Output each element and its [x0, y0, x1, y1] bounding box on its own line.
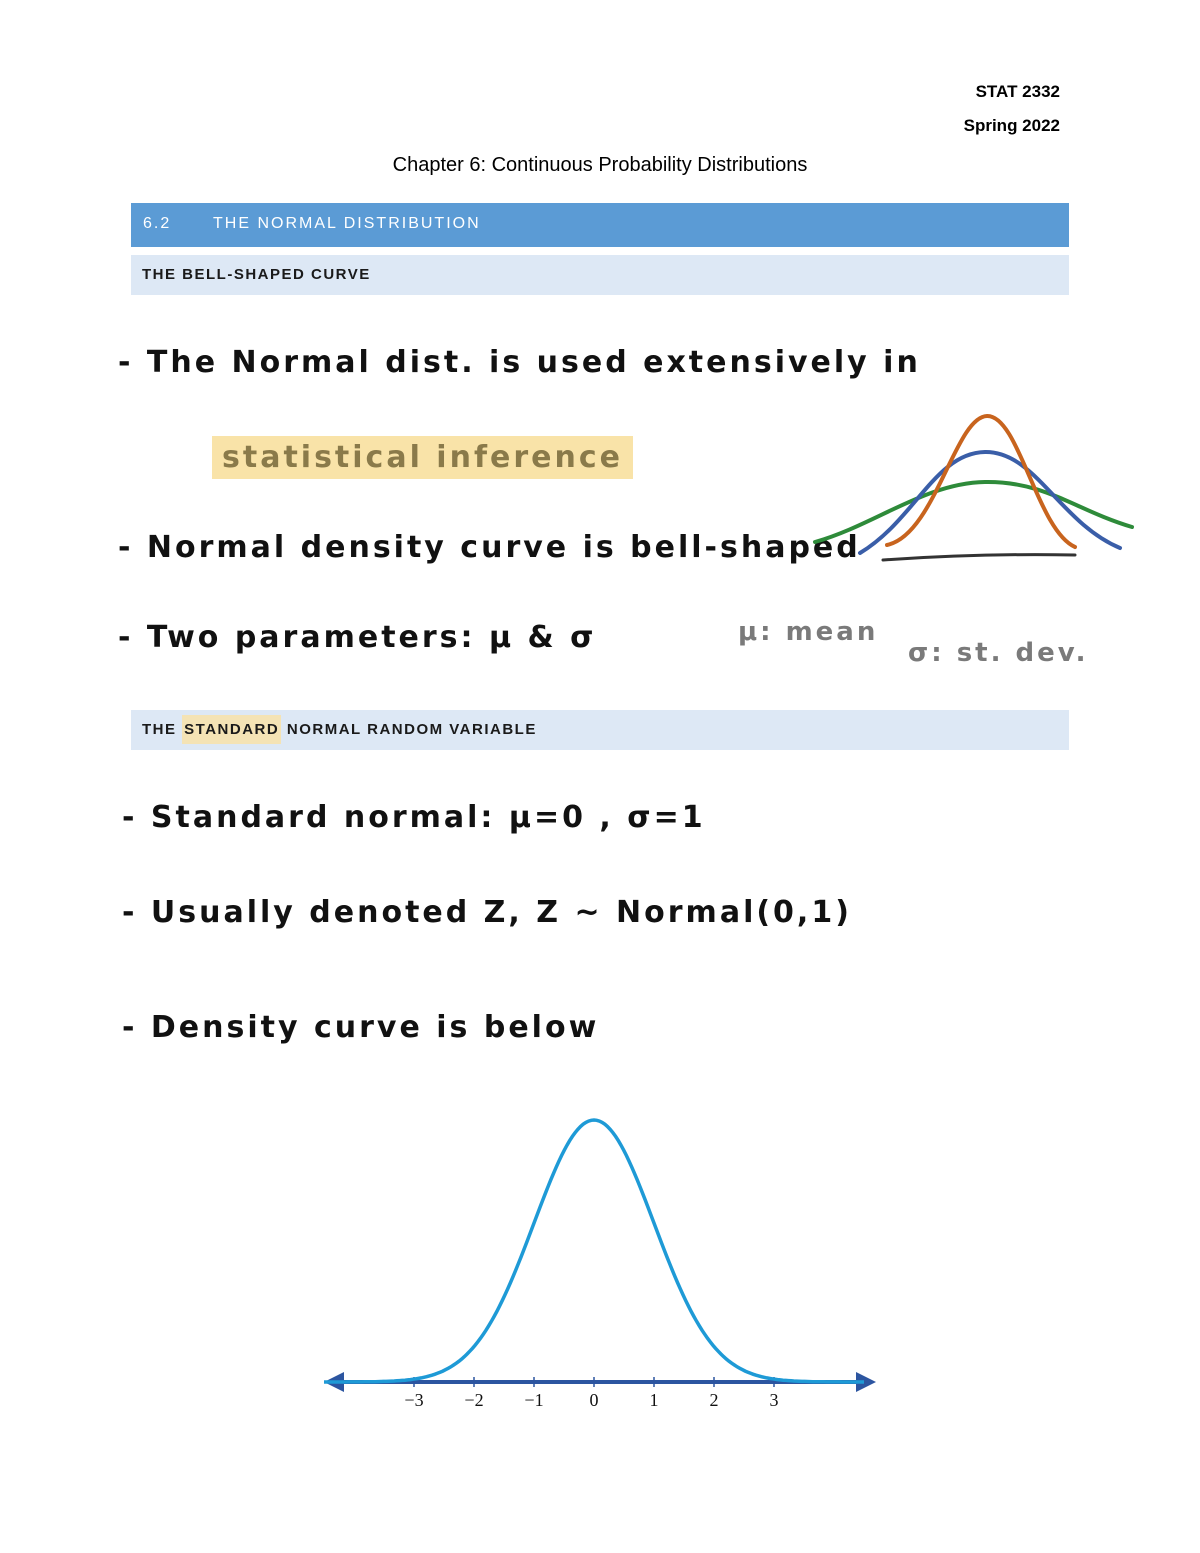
x-tick-label: 0: [589, 1390, 599, 1410]
note-density-below: - Density curve is below: [122, 1010, 600, 1045]
bell-curves-sketch: [805, 405, 1140, 575]
chapter-title: Chapter 6: Continuous Probability Distributions: [392, 154, 808, 176]
course-code: STAT 2332: [975, 82, 1060, 101]
standard-normal-chart: [320, 1100, 880, 1420]
note-standard-normal-params: - Standard normal: μ=0 , σ=1: [122, 800, 706, 835]
section-number: 6.2: [143, 215, 172, 232]
subsection-title-suffix: NORMAL RANDOM VARIABLE: [281, 721, 537, 738]
section-title: THE NORMAL DISTRIBUTION: [213, 215, 481, 232]
subsection-title-highlight: STANDARD: [182, 715, 281, 744]
subsection-heading-bell-curve: [131, 255, 1069, 295]
highlight-statistical-inference: statistical inference: [212, 436, 633, 479]
sketch-baseline: [883, 555, 1075, 560]
note-mu-mean: μ: mean: [738, 617, 879, 647]
note-denoted-z: - Usually denoted Z, Z ~ Normal(0,1): [122, 895, 852, 930]
x-tick-label: −2: [464, 1390, 484, 1410]
note-two-parameters: - Two parameters: μ & σ: [118, 620, 597, 655]
section-heading: [131, 203, 1069, 247]
note-bell-shaped: - Normal density curve is bell-shaped: [118, 530, 861, 565]
x-tick-label: 1: [649, 1390, 659, 1410]
x-tick-label: 3: [769, 1390, 779, 1410]
x-tick-label: −3: [404, 1390, 424, 1410]
subsection-title-prefix: THE: [142, 721, 183, 738]
density-curve: [324, 1120, 864, 1382]
note-statistical-inference: [212, 440, 633, 475]
subsection-title: THE BELL-SHAPED CURVE: [142, 266, 371, 283]
subsection-heading-standard-normal: [131, 710, 1069, 750]
x-tick-label: 2: [709, 1390, 719, 1410]
x-tick-label: −1: [524, 1390, 544, 1410]
sketch-curve-green: [815, 482, 1132, 542]
note-sigma-sd: σ: st. dev.: [908, 638, 1089, 668]
note-normal-dist-usage: - The Normal dist. is used extensively in: [118, 345, 921, 380]
term: Spring 2022: [963, 116, 1060, 135]
